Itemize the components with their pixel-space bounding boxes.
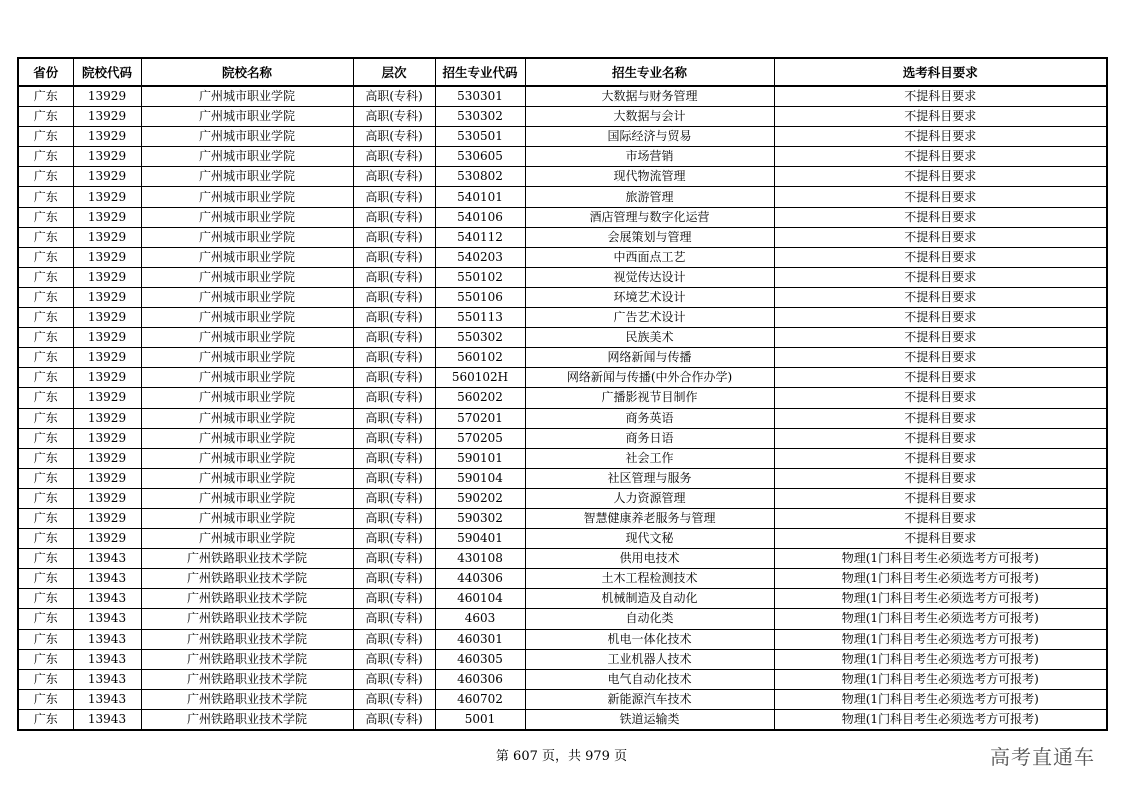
cell-school-name: 广州城市职业学院 xyxy=(141,348,353,368)
cell-school-name: 广州城市职业学院 xyxy=(141,408,353,428)
cell-level: 高职(专科) xyxy=(353,227,435,247)
cell-school-name: 广州城市职业学院 xyxy=(141,86,353,107)
table-row xyxy=(18,448,1107,468)
cell-major-code: 560102 xyxy=(435,348,525,368)
cell-subject-requirement: 物理(1门科目考生必须选考方可报考) xyxy=(774,549,1107,569)
cell-school-code: 13929 xyxy=(73,348,141,368)
cell-school-code: 13929 xyxy=(73,488,141,508)
cell-subject-requirement: 物理(1门科目考生必须选考方可报考) xyxy=(774,569,1107,589)
cell-school-name: 广州城市职业学院 xyxy=(141,207,353,227)
cell-major-code: 550102 xyxy=(435,267,525,287)
cell-school-code: 13929 xyxy=(73,328,141,348)
table-row xyxy=(18,508,1107,528)
header-school-code: 院校代码 xyxy=(73,58,141,86)
cell-level: 高职(专科) xyxy=(353,187,435,207)
cell-major-code: 560102H xyxy=(435,368,525,388)
cell-subject-requirement: 不提科目要求 xyxy=(774,348,1107,368)
cell-school-name: 广州城市职业学院 xyxy=(141,227,353,247)
cell-major-code: 590401 xyxy=(435,529,525,549)
cell-major-code: 460306 xyxy=(435,669,525,689)
cell-level: 高职(专科) xyxy=(353,388,435,408)
cell-level: 高职(专科) xyxy=(353,368,435,388)
cell-province: 广东 xyxy=(18,468,73,488)
table-row xyxy=(18,589,1107,609)
cell-major-code: 540106 xyxy=(435,207,525,227)
table-body xyxy=(18,86,1107,730)
cell-province: 广东 xyxy=(18,368,73,388)
cell-school-name: 广州城市职业学院 xyxy=(141,267,353,287)
cell-school-code: 13943 xyxy=(73,629,141,649)
cell-subject-requirement: 不提科目要求 xyxy=(774,408,1107,428)
cell-subject-requirement: 不提科目要求 xyxy=(774,86,1107,107)
cell-level: 高职(专科) xyxy=(353,408,435,428)
cell-school-name: 广州铁路职业技术学院 xyxy=(141,669,353,689)
cell-subject-requirement: 不提科目要求 xyxy=(774,147,1107,167)
cell-school-name: 广州城市职业学院 xyxy=(141,127,353,147)
table-row xyxy=(18,267,1107,287)
cell-province: 广东 xyxy=(18,388,73,408)
table-row xyxy=(18,287,1107,307)
cell-major-name: 新能源汽车技术 xyxy=(525,689,774,709)
cell-subject-requirement: 不提科目要求 xyxy=(774,167,1107,187)
cell-school-code: 13943 xyxy=(73,589,141,609)
cell-school-code: 13943 xyxy=(73,669,141,689)
cell-school-name: 广州城市职业学院 xyxy=(141,529,353,549)
cell-major-code: 530605 xyxy=(435,147,525,167)
cell-school-code: 13943 xyxy=(73,609,141,629)
cell-subject-requirement: 不提科目要求 xyxy=(774,247,1107,267)
cell-school-code: 13929 xyxy=(73,227,141,247)
cell-province: 广东 xyxy=(18,649,73,669)
cell-level: 高职(专科) xyxy=(353,689,435,709)
cell-major-name: 视觉传达设计 xyxy=(525,267,774,287)
cell-province: 广东 xyxy=(18,247,73,267)
cell-school-name: 广州城市职业学院 xyxy=(141,388,353,408)
cell-major-name: 商务日语 xyxy=(525,428,774,448)
cell-major-name: 社会工作 xyxy=(525,448,774,468)
cell-province: 广东 xyxy=(18,127,73,147)
table-row xyxy=(18,328,1107,348)
cell-school-code: 13929 xyxy=(73,388,141,408)
table-row xyxy=(18,549,1107,569)
cell-major-name: 机械制造及自动化 xyxy=(525,589,774,609)
cell-school-name: 广州城市职业学院 xyxy=(141,368,353,388)
cell-school-name: 广州铁路职业技术学院 xyxy=(141,709,353,730)
cell-province: 广东 xyxy=(18,408,73,428)
cell-level: 高职(专科) xyxy=(353,709,435,730)
cell-school-code: 13929 xyxy=(73,86,141,107)
cell-major-code: 460104 xyxy=(435,589,525,609)
cell-school-code: 13929 xyxy=(73,207,141,227)
cell-level: 高职(专科) xyxy=(353,508,435,528)
cell-province: 广东 xyxy=(18,629,73,649)
cell-major-code: 570205 xyxy=(435,428,525,448)
cell-major-code: 460305 xyxy=(435,649,525,669)
cell-province: 广东 xyxy=(18,428,73,448)
cell-level: 高职(专科) xyxy=(353,669,435,689)
table-row xyxy=(18,428,1107,448)
cell-school-code: 13929 xyxy=(73,368,141,388)
cell-major-code: 540203 xyxy=(435,247,525,267)
cell-province: 广东 xyxy=(18,107,73,127)
cell-province: 广东 xyxy=(18,488,73,508)
cell-major-code: 550302 xyxy=(435,328,525,348)
cell-level: 高职(专科) xyxy=(353,649,435,669)
cell-major-name: 中西面点工艺 xyxy=(525,247,774,267)
cell-school-name: 广州铁路职业技术学院 xyxy=(141,549,353,569)
cell-subject-requirement: 物理(1门科目考生必须选考方可报考) xyxy=(774,629,1107,649)
cell-subject-requirement: 不提科目要求 xyxy=(774,488,1107,508)
cell-school-code: 13929 xyxy=(73,408,141,428)
table-row xyxy=(18,709,1107,730)
header-province: 省份 xyxy=(18,58,73,86)
cell-major-name: 民族美术 xyxy=(525,328,774,348)
cell-school-name: 广州铁路职业技术学院 xyxy=(141,589,353,609)
cell-major-name: 大数据与会计 xyxy=(525,107,774,127)
cell-province: 广东 xyxy=(18,167,73,187)
cell-level: 高职(专科) xyxy=(353,589,435,609)
cell-subject-requirement: 物理(1门科目考生必须选考方可报考) xyxy=(774,649,1107,669)
cell-major-code: 430108 xyxy=(435,549,525,569)
cell-school-name: 广州城市职业学院 xyxy=(141,468,353,488)
cell-province: 广东 xyxy=(18,508,73,528)
cell-major-name: 铁道运输类 xyxy=(525,709,774,730)
table-row xyxy=(18,529,1107,549)
cell-school-name: 广州铁路职业技术学院 xyxy=(141,649,353,669)
cell-subject-requirement: 不提科目要求 xyxy=(774,328,1107,348)
cell-province: 广东 xyxy=(18,529,73,549)
cell-major-name: 供用电技术 xyxy=(525,549,774,569)
cell-school-code: 13929 xyxy=(73,448,141,468)
cell-major-name: 酒店管理与数字化运营 xyxy=(525,207,774,227)
cell-school-name: 广州城市职业学院 xyxy=(141,328,353,348)
cell-major-name: 旅游管理 xyxy=(525,187,774,207)
cell-major-code: 530302 xyxy=(435,107,525,127)
table-row xyxy=(18,569,1107,589)
cell-school-name: 广州铁路职业技术学院 xyxy=(141,569,353,589)
cell-major-name: 市场营销 xyxy=(525,147,774,167)
cell-level: 高职(专科) xyxy=(353,207,435,227)
cell-level: 高职(专科) xyxy=(353,348,435,368)
table-row xyxy=(18,689,1107,709)
cell-major-name: 土木工程检测技术 xyxy=(525,569,774,589)
cell-level: 高职(专科) xyxy=(353,569,435,589)
cell-province: 广东 xyxy=(18,589,73,609)
cell-level: 高职(专科) xyxy=(353,428,435,448)
cell-school-code: 13929 xyxy=(73,147,141,167)
cell-major-code: 590302 xyxy=(435,508,525,528)
cell-province: 广东 xyxy=(18,287,73,307)
cell-subject-requirement: 不提科目要求 xyxy=(774,287,1107,307)
table-row xyxy=(18,669,1107,689)
table-row xyxy=(18,468,1107,488)
cell-level: 高职(专科) xyxy=(353,267,435,287)
cell-province: 广东 xyxy=(18,609,73,629)
header-major-code: 招生专业代码 xyxy=(435,58,525,86)
cell-province: 广东 xyxy=(18,569,73,589)
cell-school-code: 13929 xyxy=(73,428,141,448)
cell-major-code: 540112 xyxy=(435,227,525,247)
cell-major-name: 大数据与财务管理 xyxy=(525,86,774,107)
cell-subject-requirement: 不提科目要求 xyxy=(774,428,1107,448)
cell-province: 广东 xyxy=(18,207,73,227)
cell-school-code: 13929 xyxy=(73,247,141,267)
cell-major-code: 560202 xyxy=(435,388,525,408)
cell-school-code: 13929 xyxy=(73,187,141,207)
cell-level: 高职(专科) xyxy=(353,308,435,328)
table-row xyxy=(18,368,1107,388)
table-row xyxy=(18,649,1107,669)
table-row xyxy=(18,187,1107,207)
cell-level: 高职(专科) xyxy=(353,629,435,649)
table-row xyxy=(18,86,1107,107)
header-major-name: 招生专业名称 xyxy=(525,58,774,86)
cell-major-name: 网络新闻与传播 xyxy=(525,348,774,368)
table-row xyxy=(18,107,1107,127)
cell-major-code: 440306 xyxy=(435,569,525,589)
table-row xyxy=(18,167,1107,187)
watermark-logo: 高考直通车 xyxy=(990,745,1095,769)
cell-school-code: 13929 xyxy=(73,127,141,147)
cell-school-name: 广州城市职业学院 xyxy=(141,287,353,307)
cell-level: 高职(专科) xyxy=(353,107,435,127)
cell-major-name: 商务英语 xyxy=(525,408,774,428)
cell-subject-requirement: 不提科目要求 xyxy=(774,267,1107,287)
cell-major-name: 广告艺术设计 xyxy=(525,308,774,328)
cell-level: 高职(专科) xyxy=(353,468,435,488)
cell-school-code: 13929 xyxy=(73,287,141,307)
cell-major-name: 人力资源管理 xyxy=(525,488,774,508)
cell-major-name: 电气自动化技术 xyxy=(525,669,774,689)
cell-province: 广东 xyxy=(18,328,73,348)
cell-subject-requirement: 不提科目要求 xyxy=(774,127,1107,147)
header-subject-requirement: 选考科目要求 xyxy=(774,58,1107,86)
cell-subject-requirement: 不提科目要求 xyxy=(774,107,1107,127)
cell-school-name: 广州城市职业学院 xyxy=(141,167,353,187)
table-row xyxy=(18,348,1107,368)
cell-level: 高职(专科) xyxy=(353,127,435,147)
cell-school-code: 13929 xyxy=(73,167,141,187)
cell-school-code: 13929 xyxy=(73,107,141,127)
cell-province: 广东 xyxy=(18,669,73,689)
cell-school-name: 广州城市职业学院 xyxy=(141,428,353,448)
cell-major-code: 570201 xyxy=(435,408,525,428)
cell-school-name: 广州城市职业学院 xyxy=(141,187,353,207)
cell-major-name: 智慧健康养老服务与管理 xyxy=(525,508,774,528)
cell-school-code: 13929 xyxy=(73,267,141,287)
cell-major-name: 广播影视节目制作 xyxy=(525,388,774,408)
cell-province: 广东 xyxy=(18,227,73,247)
table-row xyxy=(18,488,1107,508)
cell-level: 高职(专科) xyxy=(353,147,435,167)
cell-major-name: 机电一体化技术 xyxy=(525,629,774,649)
table-row xyxy=(18,207,1107,227)
cell-province: 广东 xyxy=(18,187,73,207)
table-row xyxy=(18,408,1107,428)
cell-level: 高职(专科) xyxy=(353,549,435,569)
cell-school-name: 广州城市职业学院 xyxy=(141,247,353,267)
cell-major-code: 5001 xyxy=(435,709,525,730)
cell-school-code: 13943 xyxy=(73,689,141,709)
cell-major-name: 工业机器人技术 xyxy=(525,649,774,669)
cell-subject-requirement: 不提科目要求 xyxy=(774,448,1107,468)
cell-province: 广东 xyxy=(18,86,73,107)
cell-level: 高职(专科) xyxy=(353,328,435,348)
cell-school-name: 广州城市职业学院 xyxy=(141,448,353,468)
cell-province: 广东 xyxy=(18,689,73,709)
cell-major-code: 4603 xyxy=(435,609,525,629)
table-row xyxy=(18,227,1107,247)
cell-school-name: 广州城市职业学院 xyxy=(141,508,353,528)
cell-major-name: 自动化类 xyxy=(525,609,774,629)
cell-province: 广东 xyxy=(18,267,73,287)
cell-subject-requirement: 不提科目要求 xyxy=(774,529,1107,549)
cell-subject-requirement: 不提科目要求 xyxy=(774,468,1107,488)
cell-province: 广东 xyxy=(18,549,73,569)
table-header-row xyxy=(18,58,1107,86)
cell-major-code: 530301 xyxy=(435,86,525,107)
header-school-name: 院校名称 xyxy=(141,58,353,86)
cell-level: 高职(专科) xyxy=(353,287,435,307)
cell-major-code: 540101 xyxy=(435,187,525,207)
cell-level: 高职(专科) xyxy=(353,529,435,549)
cell-school-code: 13929 xyxy=(73,508,141,528)
cell-level: 高职(专科) xyxy=(353,86,435,107)
cell-major-code: 590101 xyxy=(435,448,525,468)
table-row xyxy=(18,247,1107,267)
admissions-table xyxy=(17,57,1108,731)
cell-major-code: 590104 xyxy=(435,468,525,488)
cell-school-code: 13929 xyxy=(73,529,141,549)
cell-province: 广东 xyxy=(18,709,73,730)
table-row xyxy=(18,308,1107,328)
cell-school-name: 广州铁路职业技术学院 xyxy=(141,689,353,709)
table-row xyxy=(18,127,1107,147)
cell-school-name: 广州铁路职业技术学院 xyxy=(141,609,353,629)
cell-school-name: 广州铁路职业技术学院 xyxy=(141,629,353,649)
cell-school-code: 13943 xyxy=(73,649,141,669)
table-row xyxy=(18,388,1107,408)
cell-major-code: 460702 xyxy=(435,689,525,709)
cell-subject-requirement: 不提科目要求 xyxy=(774,207,1107,227)
cell-school-name: 广州城市职业学院 xyxy=(141,488,353,508)
cell-subject-requirement: 不提科目要求 xyxy=(774,368,1107,388)
cell-subject-requirement: 物理(1门科目考生必须选考方可报考) xyxy=(774,589,1107,609)
cell-level: 高职(专科) xyxy=(353,247,435,267)
cell-major-name: 会展策划与管理 xyxy=(525,227,774,247)
cell-school-name: 广州城市职业学院 xyxy=(141,308,353,328)
cell-subject-requirement: 物理(1门科目考生必须选考方可报考) xyxy=(774,689,1107,709)
cell-school-code: 13943 xyxy=(73,569,141,589)
cell-level: 高职(专科) xyxy=(353,609,435,629)
cell-subject-requirement: 不提科目要求 xyxy=(774,227,1107,247)
cell-major-code: 550113 xyxy=(435,308,525,328)
cell-major-name: 现代物流管理 xyxy=(525,167,774,187)
table-row xyxy=(18,609,1107,629)
cell-major-name: 环境艺术设计 xyxy=(525,287,774,307)
cell-province: 广东 xyxy=(18,348,73,368)
cell-major-name: 国际经济与贸易 xyxy=(525,127,774,147)
cell-major-code: 530802 xyxy=(435,167,525,187)
cell-major-code: 530501 xyxy=(435,127,525,147)
cell-major-code: 590202 xyxy=(435,488,525,508)
table-row xyxy=(18,147,1107,167)
cell-school-code: 13929 xyxy=(73,308,141,328)
cell-school-code: 13943 xyxy=(73,549,141,569)
cell-major-name: 现代文秘 xyxy=(525,529,774,549)
cell-school-name: 广州城市职业学院 xyxy=(141,147,353,167)
cell-major-name: 网络新闻与传播(中外合作办学) xyxy=(525,368,774,388)
cell-major-code: 550106 xyxy=(435,287,525,307)
cell-subject-requirement: 物理(1门科目考生必须选考方可报考) xyxy=(774,609,1107,629)
cell-province: 广东 xyxy=(18,147,73,167)
cell-school-code: 13943 xyxy=(73,709,141,730)
header-level: 层次 xyxy=(353,58,435,86)
cell-level: 高职(专科) xyxy=(353,167,435,187)
cell-school-name: 广州城市职业学院 xyxy=(141,107,353,127)
cell-level: 高职(专科) xyxy=(353,488,435,508)
cell-major-code: 460301 xyxy=(435,629,525,649)
cell-subject-requirement: 不提科目要求 xyxy=(774,308,1107,328)
cell-subject-requirement: 物理(1门科目考生必须选考方可报考) xyxy=(774,669,1107,689)
cell-subject-requirement: 不提科目要求 xyxy=(774,508,1107,528)
cell-province: 广东 xyxy=(18,308,73,328)
cell-subject-requirement: 不提科目要求 xyxy=(774,388,1107,408)
cell-subject-requirement: 不提科目要求 xyxy=(774,187,1107,207)
cell-level: 高职(专科) xyxy=(353,448,435,468)
cell-province: 广东 xyxy=(18,448,73,468)
cell-school-code: 13929 xyxy=(73,468,141,488)
page-number: 第 607 页，共 979 页 xyxy=(495,749,628,764)
cell-subject-requirement: 物理(1门科目考生必须选考方可报考) xyxy=(774,709,1107,730)
table-row xyxy=(18,629,1107,649)
cell-major-name: 社区管理与服务 xyxy=(525,468,774,488)
